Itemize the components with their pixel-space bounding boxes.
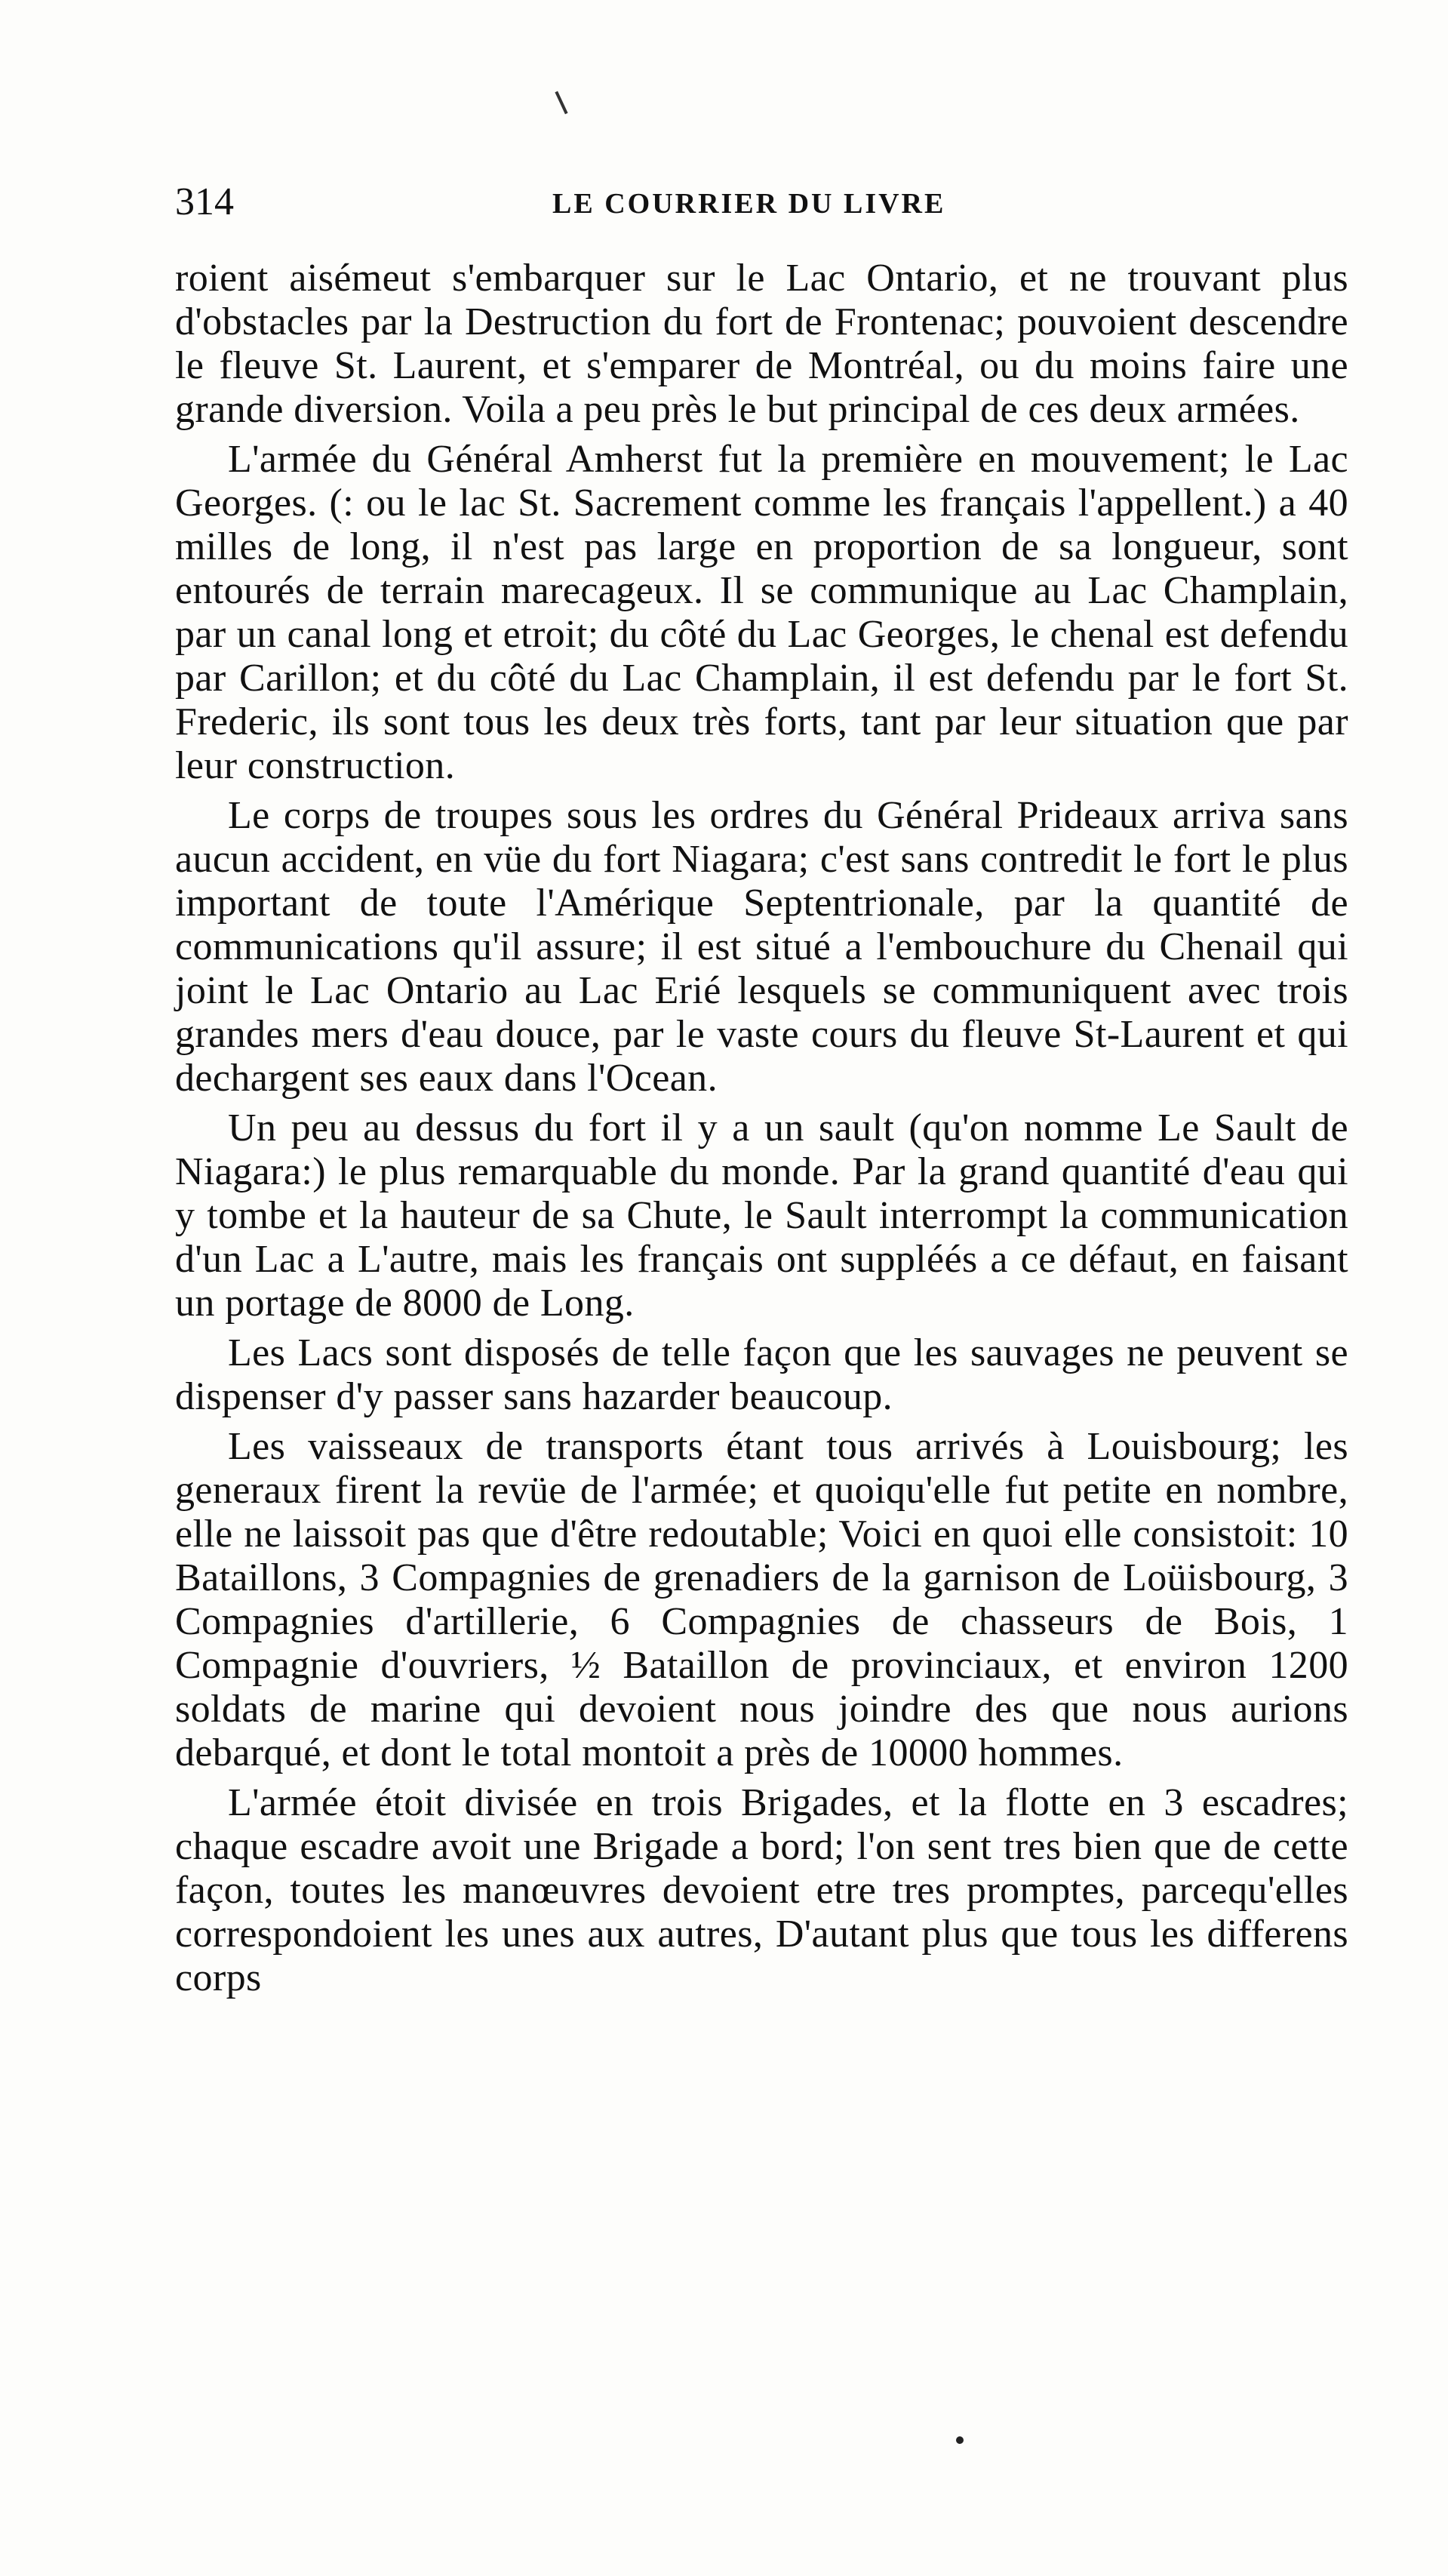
paragraph-lakes: Les Lacs sont disposés de telle façon que les sauvages ne peuvent se dispenser d'y passer sans hazarder beaucoup. (175, 1331, 1348, 1418)
paragraph-continuation: roient aisémeut s'embarquer sur le Lac Ontario, et ne trouvant plus d'obstacles par la Destruction du fort de Frontenac; pouvoient descendre le fleuve St. Laurent, et s'emparer de Montréal, ou du moins faire une grande diversion. Voila a peu près le but principal de ces deux armées. (175, 257, 1348, 431)
paragraph-amherst: L'armée du Général Amherst fut la première en mouvement; le Lac Georges. (: ou le lac St. Sacrement comme les français l'appellent.) a 40 milles de long, il n'est pas large en proportion de sa longueur, sont entourés de terrain marecageux. Il se communique au Lac Champlain, par un canal long et etroit; du côté du Lac Georges, le chenal est defendu par Carillon; et du côté du Lac Champlain, il est defendu par le fort St. Frederic, ils sont tous les deux très forts, tant par leur situation que par leur construction. (175, 438, 1348, 787)
paragraph-prideaux: Le corps de troupes sous les ordres du Général Prideaux arriva sans aucun accident, en vüe du fort Niagara; c'est sans contredit le fort le plus important de toute l'Amérique Septentrionale, par la quantité de communications qu'il assure; il est situé a l'embouchure du Chenail qui joint le Lac Ontario au Lac Erié lesquels se communiquent avec trois grandes mers d'eau douce, par le vaste cours du fleuve St-Laurent et qui dechargent ses eaux dans l'Ocean. (175, 794, 1348, 1100)
paragraph-niagara-falls: Un peu au dessus du fort il y a un sault (qu'on nomme Le Sault de Niagara:) le plus remarquable du monde. Par la grand quantité d'eau qui y tombe et la hauteur de sa Chute, le Sault interrompt la communication d'un Lac a L'autre, mais les français ont suppléés a ce défaut, en faisant un portage de 8000 de Long. (175, 1106, 1348, 1325)
paragraph-brigades: L'armée étoit divisée en trois Brigades, et la flotte en 3 escadres; chaque escadre avoit une Brigade a bord; l'on sent tres bien que de cette façon, toutes les manœuvres devoient etre tres promptes, parcequ'elles correspondoient les unes aux autres, D'autant plus que tous les differens corps (175, 1781, 1348, 1999)
ink-dot (956, 2436, 964, 2444)
ink-mark (555, 91, 567, 115)
paragraph-louisbourg: Les vaisseaux de transports étant tous arrivés à Louisbourg; les generaux firent la revüe de l'armée; et quoiqu'elle fut petite en nombre, elle ne laissoit pas que d'être redoutable; Voici en quoi elle consistoit: 10 Bataillons, 3 Compagnies de grenadiers de la garnison de Loüisbourg, 3 Compagnies d'artillerie, 6 Compagnies de chasseurs de Bois, 1 Compagnie d'ouvriers, ½ Bataillon de provinciaux, et environ 1200 soldats de marine qui devoient nous joindre des que nous aurions debarqué, et dont le total montoit a près de 10000 hommes. (175, 1425, 1348, 1774)
body-text (175, 257, 1348, 2000)
running-title: LE COURRIER DU LIVRE (552, 188, 946, 220)
page-number: 314 (175, 180, 234, 223)
running-head (175, 180, 1352, 225)
book-page (175, 0, 1352, 2576)
